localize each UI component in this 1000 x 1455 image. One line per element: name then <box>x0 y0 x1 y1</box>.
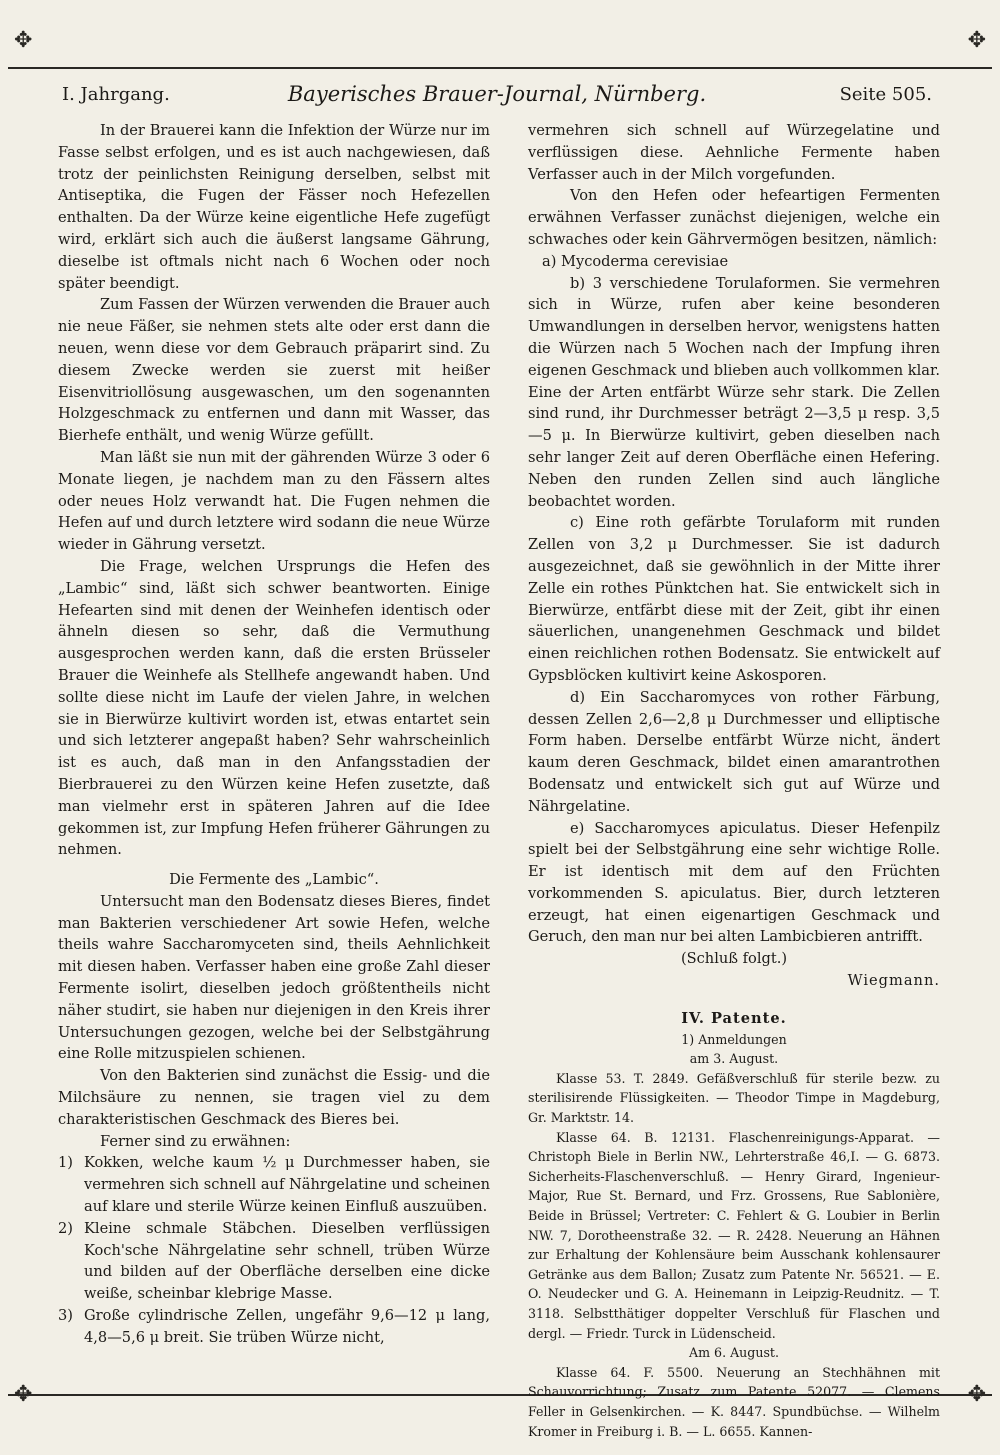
paragraph: In der Brauerei kann die Infektion der Würze nur im Fasse selbst erfolgen, und es ist auch nachgewiesen, daß trotz der peinlichsten Reinigung derselben, selbst mit Antiseptika, die Fugen der Fässer noch Hefezellen enthalten. Da der Würze keine eigentliche Hefe zugefügt wird, erklärt sich auch die äußerst langsame Gährung, dieselbe ist oftmals nicht nach 6 Wochen oder noch später beendigt. <box>58 122 490 292</box>
list-text: Kokken, welche kaum ½ μ Durchmesser haben, sie vermehren sich schnell auf Nährgelatine und scheinen auf klare und sterile Würze keinen Einfluß auszuüben. <box>84 1154 490 1216</box>
sub-item-a: a) Mycoderma cerevisiae <box>542 252 729 270</box>
journal-title: Bayerisches Brauer-Journal, Nürnberg. <box>287 82 707 106</box>
page-header <box>62 80 932 110</box>
list-number: 3) <box>58 1307 73 1325</box>
ornament-top-right: ✥ <box>967 28 986 53</box>
page-number: Seite 505. <box>839 84 932 105</box>
patent-entry: Klasse 53. T. 2849. Gefäßverschluß für sterile bezw. zu sterilisirende Flüssigkeiten. — Theodor Timpe in Magdeburg, Gr. Marktstr. 14. <box>528 1070 940 1126</box>
author-signature: Wiegmann. <box>847 972 940 990</box>
volume-label: I. Jahrgang. <box>62 84 170 105</box>
sub-item-c: c) Eine roth gefärbte Torulaform mit runden Zellen von 3,2 μ Durchmesser. Sie ist dadurch ausgezeichnet, daß sie gewöhnlich in der Mitte ihrer Zelle ein rothes Pünktchen hat. Sie entwickelt sich in Bierwürze, entfärbt diese mit der Zeit, gibt ihr einen säuerlichen, unangenehmen Geschmack und bildet einen reichlichen rothen Bodensatz. Sie entwickelt auf Gypsblöcken kultivirt keine Askosporen. <box>528 514 940 684</box>
list-item <box>58 1218 490 1305</box>
list-item <box>58 1305 490 1349</box>
list-text: Kleine schmale Stäbchen. Dieselben verflüssigen Koch'sche Nährgelatine sehr schnell, trüben Würze und bilden auf der Oberfläche derselben eine dicke weiße, scheinbar klebrige Masse. <box>84 1219 490 1303</box>
paragraph: Zum Fassen der Würzen verwenden die Brauer auch nie neue Fäßer, sie nehmen stets alte oder erst dann die neuen, wenn diese vor dem Gebrauch präparirt sind. Zu diesem Zwecke werden sie zuerst mit heißer Eisenvitriollösung ausgewaschen, um den sogenannten Holzgeschmack zu entfernen und dann mit Wasser, das Bierhefe enthält, und wenig Würze gefüllt. <box>58 296 490 445</box>
ornament-top-left: ✥ <box>14 28 33 53</box>
ornament-bottom-right: ✥ <box>967 1382 986 1407</box>
top-rule <box>8 67 992 69</box>
section-heading: Die Fermente des „Lambic“. <box>169 871 379 889</box>
paragraph: Von den Hefen oder hefeartigen Fermenten erwähnen Verfasser zunächst diejenigen, welche ein schwaches oder kein Gährvermögen besitzen, nämlich: <box>528 187 940 248</box>
list-item <box>58 1152 490 1217</box>
right-column <box>528 120 940 1441</box>
paragraph: vermehren sich schnell auf Würzegelatine und verflüssigen diese. Aehnliche Fermente haben Verfasser auch in der Milch vorgefunden. <box>528 122 940 183</box>
patents-date: Am 6. August. <box>689 1345 779 1361</box>
patents-heading: IV. Patente. <box>681 1009 787 1027</box>
patents-date: am 3. August. <box>689 1051 779 1067</box>
left-column <box>58 120 490 1349</box>
paragraph: Man läßt sie nun mit der gährenden Würze 3 oder 6 Monate liegen, je nachdem man zu den Fässern altes oder neues Holz verwandt hat. Die Fugen nehmen die Hefen auf und durch letztere wird sodann die neue Würze wieder in Gährung versetzt. <box>58 448 490 554</box>
sub-item-b: b) 3 verschiedene Torulaformen. Sie vermehren sich in Würze, rufen aber keine besonderen Umwandlungen in derselben hervor, wenigstens hatten die Würzen nach 5 Wochen nach der Impfung ihren eigenen Geschmack und blieben auch vollkommen klar. Eine der Arten entfärbt Würze sehr stark. Die Zellen sind rund, ihr Durchmesser beträgt 2—3,5 μ resp. 3,5—5 μ. In Bierwürze kultivirt, geben dieselben nach sehr langer Zeit auf deren Oberfläche einen Hefering. Neben den runden Zellen sind auch längliche beobachtet worden. <box>528 274 940 510</box>
list-number: 1) <box>58 1154 73 1172</box>
sub-item-d: d) Ein Saccharomyces von rother Färbung, dessen Zellen 2,6—2,8 μ Durchmesser und elliptische Form haben. Derselbe entfärbt Würze nicht, ändert kaum deren Geschmack, bildet einen amarantrothen Bodensatz und entwickelt sich gut auf Würze und Nährgelatine. <box>528 688 940 815</box>
patent-entry: Klasse 64. F. 5500. Neuerung an Stechhähnen mit Schauvorrichtung; Zusatz zum Patente 52077. — Clemens Feller in Gelsenkirchen. — K. 8447. Spundbüchse. — Wilhelm Kromer in Freiburg i. B. — L. 6655. Kannen- <box>528 1364 940 1439</box>
ornament-bottom-left: ✥ <box>14 1382 33 1407</box>
list-text: Große cylindrische Zellen, ungefähr 9,6—12 μ lang, 4,8—5,6 μ breit. Sie trüben Würze nicht, <box>84 1307 490 1346</box>
patent-entry: Klasse 64. B. 12131. Flaschenreinigungs-Apparat. — Christoph Biele in Berlin NW., Lehrterstraße 46,I. — G. 6873. Sicherheits-Flaschenverschluß. — Henry Girard, Ingenieur-Major, Rue St. Bernard, und Frz. Grossens, Rue Sablonière, Beide in Brüssel; Vertreter: C. Fehlert & G. Loubier in Berlin NW. 7, Dorotheenstraße 32. — R. 2428. Neuerung an Hähnen zur Erhaltung der Kohlensäure beim Ausschank kohlensaurer Getränke aus dem Ballon; Zusatz zum Patente Nr. 56521. — E. O. Neudecker und G. A. Heinemann in Leipzig-Reudnitz. — T. 3118. Selbstthätiger doppelter Verschluß für Flaschen und dergl. — Friedr. Turck in Lüdenscheid. <box>528 1129 940 1341</box>
paragraph: Von den Bakterien sind zunächst die Essig- und die Milchsäure zu nennen, sie tragen viel zu dem charakteristischen Geschmack des Bieres bei. <box>58 1067 490 1128</box>
sub-item-e: e) Saccharomyces apiculatus. Dieser Hefenpilz spielt bei der Selbstgährung eine sehr wichtige Rolle. Er ist identisch mit dem auf den Früchten vorkommenden S. apiculatus. Bier, durch letzteren erzeugt, hat einen eigenartigen Geschmack und Geruch, den man nur bei alten Lambicbieren antrifft. <box>528 819 940 946</box>
paragraph: Untersucht man den Bodensatz dieses Bieres, findet man Bakterien verschiedener Art sowie Hefen, welche theils wahre Saccharomyceten sind, theils Aehnlichkeit mit diesen haben. Verfasser haben eine große Zahl dieser Fermente isolirt, dieselben jedoch größtentheils nicht näher studirt, sie haben nur diejenigen in den Kreis ihrer Untersuchungen gezogen, welche bei der Selbstgährung eine Rolle mitzuspielen schienen. <box>58 892 490 1063</box>
paragraph: Ferner sind zu erwähnen: <box>100 1132 291 1150</box>
list-number: 2) <box>58 1219 73 1237</box>
patents-subheading: 1) Anmeldungen <box>681 1031 787 1047</box>
continuation-note: (Schluß folgt.) <box>680 950 788 968</box>
paragraph: Die Frage, welchen Ursprungs die Hefen des „Lambic“ sind, läßt sich schwer beantworten. Einige Hefearten sind mit denen der Weinhefen identisch oder ähneln diesen so sehr, daß die Vermuthung ausgesprochen werden kann, daß die ersten Brüsseler Brauer die Weinhefe als Stellhefe angewandt haben. Und sollte diese nicht im Laufe der vielen Jahre, in welchen sie in Bierwürze kultivirt worden ist, etwas entartet sein und sich letzterer angepaßt haben? Sehr wahrscheinlich ist es auch, daß man in den Anfangsstadien der Bierbrauerei zu den Würzen keine Hefen zusetzte, daß man vielmehr erst in späteren Jahren auf die Idee gekommen ist, zur Impfung Hefen früherer Gährungen zu nehmen. <box>58 557 490 859</box>
